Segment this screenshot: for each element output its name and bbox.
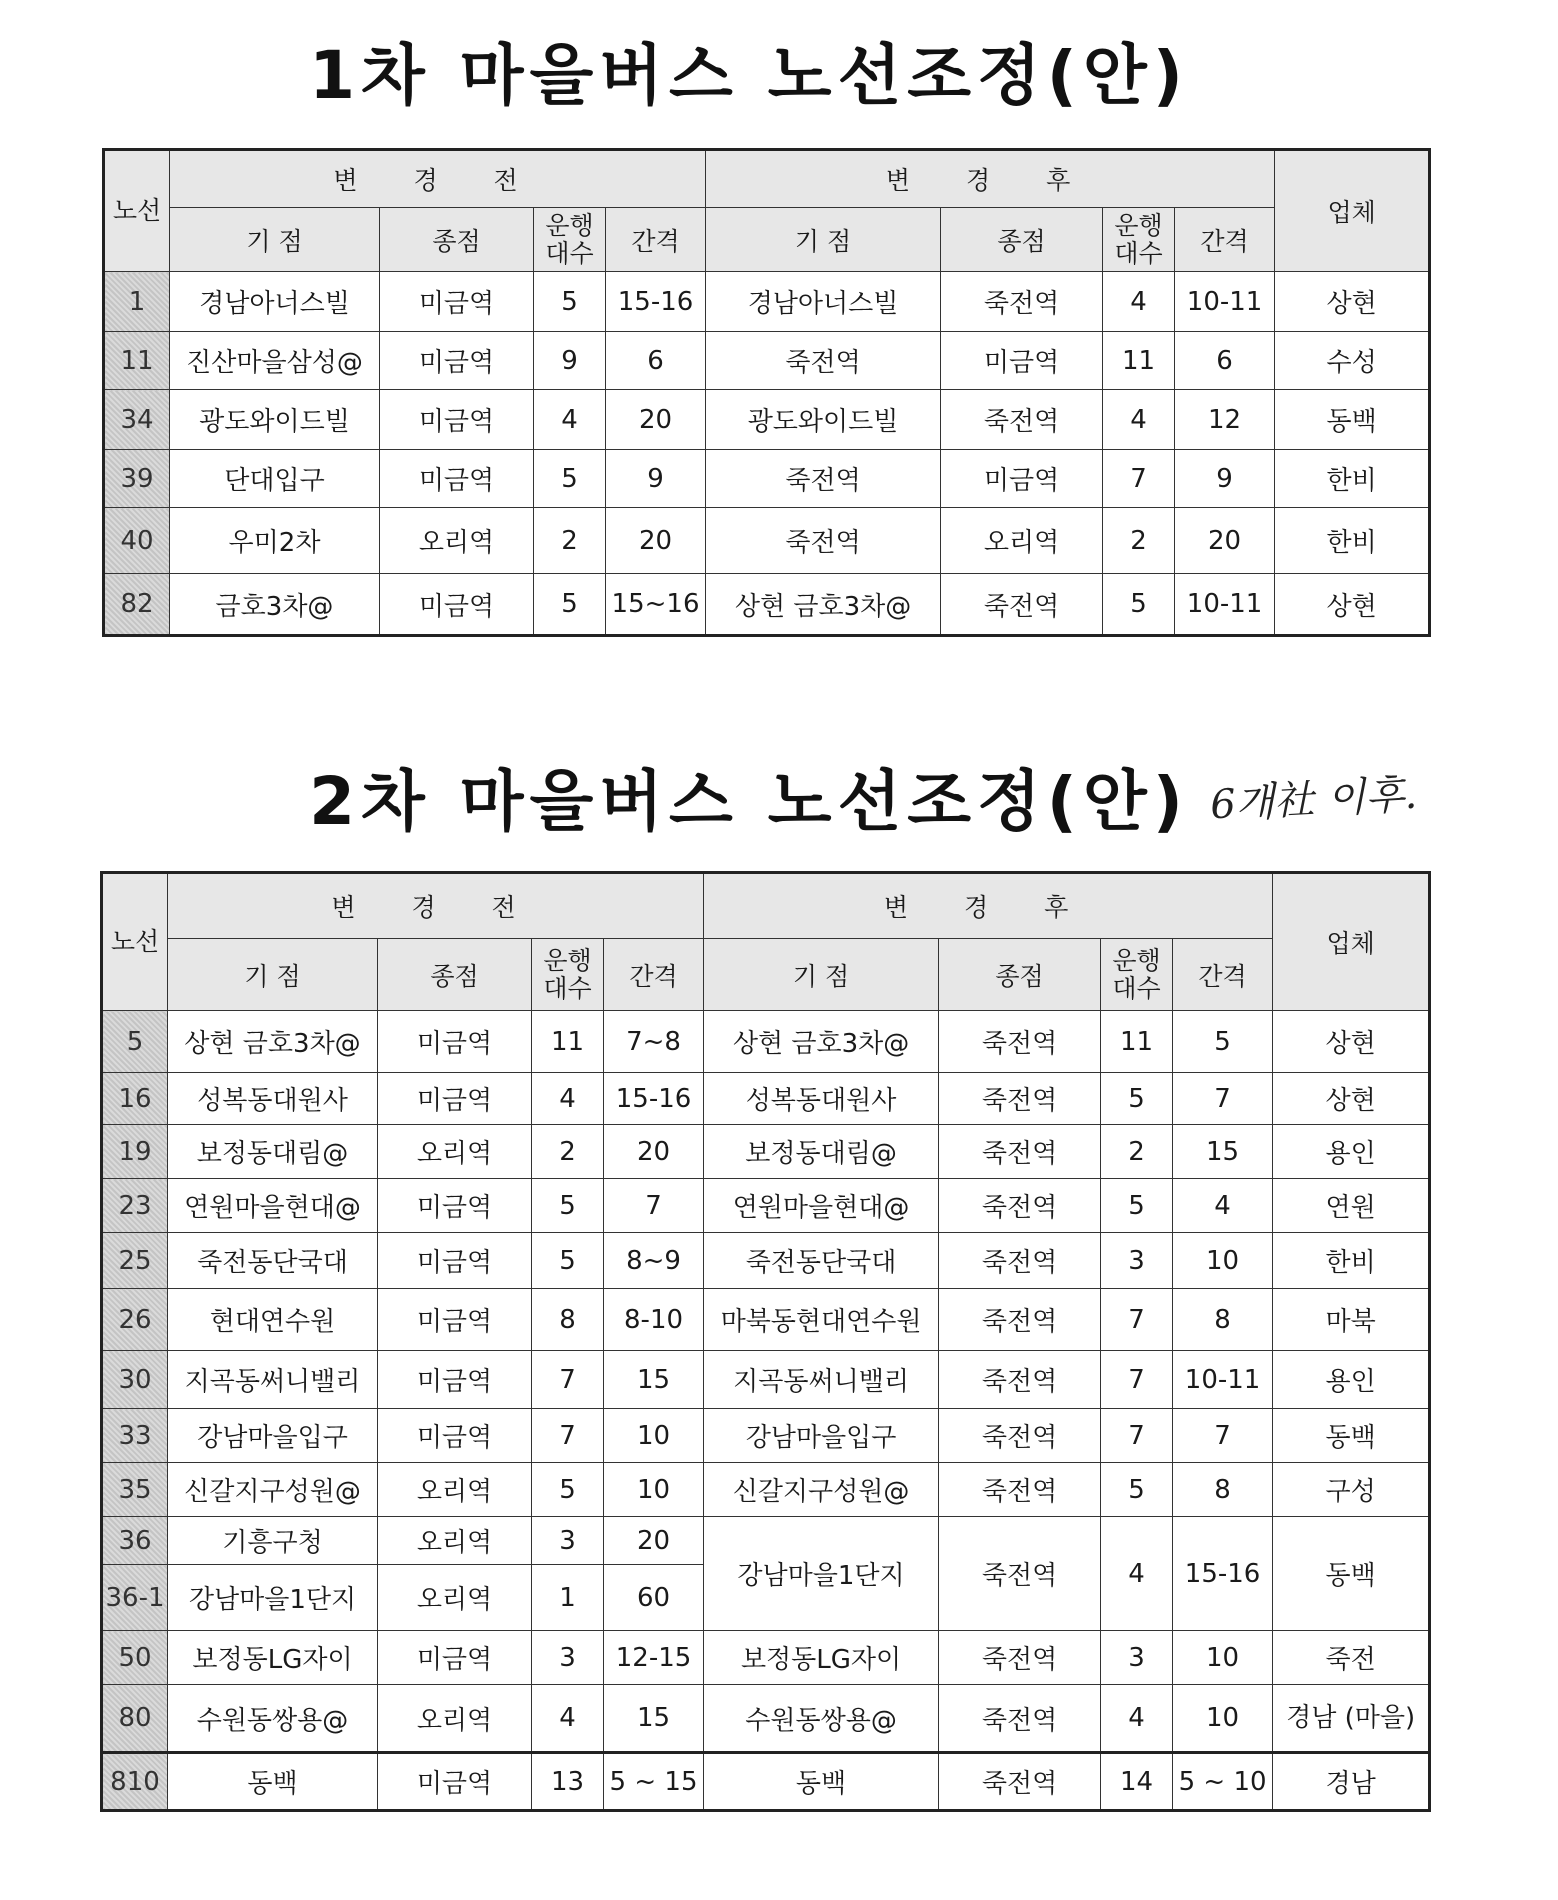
before-start-stop: 보정동LG자이: [168, 1631, 378, 1685]
after-end-stop: 죽전역: [939, 1753, 1101, 1811]
before-start-stop: 상현 금호3차@: [168, 1011, 378, 1073]
header-after-vehicles: 운행대수: [1103, 208, 1175, 272]
after-end-stop: 죽전역: [939, 1517, 1101, 1631]
after-end-stop: 죽전역: [939, 1233, 1101, 1289]
before-start-stop: 강남마을입구: [168, 1409, 378, 1463]
after-start-stop: 광도와이드빌: [706, 390, 941, 450]
before-end-stop: 미금역: [378, 1753, 532, 1811]
before-start-stop: 단대입구: [170, 450, 380, 508]
after-start-stop: 죽전역: [706, 332, 941, 390]
table-row: [104, 574, 1430, 636]
route-number: 80: [102, 1685, 168, 1753]
page-title-second-round: 2차 마을버스 노선조정(안): [309, 763, 1189, 840]
header-after-interval: 간격: [1175, 208, 1275, 272]
before-start-stop: 동백: [168, 1753, 378, 1811]
route-number: 35: [102, 1463, 168, 1517]
after-interval: 9: [1175, 450, 1275, 508]
after-vehicle-count: 7: [1103, 450, 1175, 508]
after-vehicle-count: 3: [1101, 1233, 1173, 1289]
table-row: [104, 390, 1430, 450]
after-interval: 15-16: [1173, 1517, 1273, 1631]
before-end-stop: 미금역: [378, 1073, 532, 1125]
header-before-vehicles: 운행대수: [534, 208, 606, 272]
before-start-stop: 연원마을현대@: [168, 1179, 378, 1233]
company: 한비: [1275, 450, 1430, 508]
header-after-start: 기 점: [704, 939, 939, 1011]
route-number: 1: [104, 272, 170, 332]
after-interval: 20: [1175, 508, 1275, 574]
before-end-stop: 오리역: [378, 1517, 532, 1565]
company: 동백: [1273, 1409, 1430, 1463]
after-vehicle-count: 11: [1103, 332, 1175, 390]
after-vehicle-count: 5: [1103, 574, 1175, 636]
after-interval: 5 ~ 10: [1173, 1753, 1273, 1811]
before-vehicle-count: 13: [532, 1753, 604, 1811]
before-end-stop: 미금역: [380, 450, 534, 508]
table-row: [104, 272, 1430, 332]
after-interval: 10-11: [1173, 1351, 1273, 1409]
header-route: 노선: [102, 873, 168, 1011]
after-end-stop: 죽전역: [941, 390, 1103, 450]
header-before: 변 경 전: [170, 150, 706, 208]
header-after-start: 기 점: [706, 208, 941, 272]
before-vehicle-count: 11: [532, 1011, 604, 1073]
after-start-stop: 성복동대원사: [704, 1073, 939, 1125]
route-number: 36: [102, 1517, 168, 1565]
after-end-stop: 죽전역: [939, 1409, 1101, 1463]
company: 용인: [1273, 1351, 1430, 1409]
after-vehicle-count: 4: [1103, 272, 1175, 332]
route-number: 36-1: [102, 1565, 168, 1631]
after-start-stop: 동백: [704, 1753, 939, 1811]
before-interval: 15-16: [606, 272, 706, 332]
before-end-stop: 미금역: [378, 1351, 532, 1409]
table-row: [104, 450, 1430, 508]
after-vehicle-count: 4: [1101, 1685, 1173, 1753]
route-number: 19: [102, 1125, 168, 1179]
company: 구성: [1273, 1463, 1430, 1517]
company: 용인: [1273, 1125, 1430, 1179]
before-vehicle-count: 2: [534, 508, 606, 574]
after-start-stop: 상현 금호3차@: [704, 1011, 939, 1073]
after-interval: 10-11: [1175, 272, 1275, 332]
before-vehicle-count: 5: [532, 1179, 604, 1233]
before-start-stop: 강남마을1단지: [168, 1565, 378, 1631]
table-row: [102, 1073, 1430, 1125]
after-start-stop: 강남마을입구: [704, 1409, 939, 1463]
table-row: [102, 1125, 1430, 1179]
route-number: 25: [102, 1233, 168, 1289]
route-number: 33: [102, 1409, 168, 1463]
after-end-stop: 미금역: [941, 332, 1103, 390]
after-start-stop: 신갈지구성원@: [704, 1463, 939, 1517]
route-number: 50: [102, 1631, 168, 1685]
route-number: 16: [102, 1073, 168, 1125]
route-number: 26: [102, 1289, 168, 1351]
company: 동백: [1273, 1517, 1430, 1631]
after-start-stop: 마북동현대연수원: [704, 1289, 939, 1351]
before-start-stop: 보정동대림@: [168, 1125, 378, 1179]
before-interval: 9: [606, 450, 706, 508]
company: 상현: [1273, 1073, 1430, 1125]
header-before-start: 기 점: [168, 939, 378, 1011]
after-interval: 6: [1175, 332, 1275, 390]
after-vehicle-count: 3: [1101, 1631, 1173, 1685]
after-vehicle-count: 14: [1101, 1753, 1173, 1811]
before-start-stop: 신갈지구성원@: [168, 1463, 378, 1517]
table-row: [102, 1289, 1430, 1351]
before-end-stop: 미금역: [380, 272, 534, 332]
after-start-stop: 보정동대림@: [704, 1125, 939, 1179]
before-start-stop: 지곡동써니밸리: [168, 1351, 378, 1409]
before-interval: 8-10: [604, 1289, 704, 1351]
before-interval: 8~9: [604, 1233, 704, 1289]
header-before-vehicles: 운행대수: [532, 939, 604, 1011]
header-before: 변 경 전: [168, 873, 704, 939]
header-after-end: 종점: [941, 208, 1103, 272]
after-vehicle-count: 2: [1103, 508, 1175, 574]
after-start-stop: 상현 금호3차@: [706, 574, 941, 636]
after-vehicle-count: 4: [1103, 390, 1175, 450]
before-vehicle-count: 8: [532, 1289, 604, 1351]
after-vehicle-count: 5: [1101, 1179, 1173, 1233]
table-row: [102, 1753, 1430, 1811]
before-end-stop: 미금역: [380, 390, 534, 450]
after-vehicle-count: 7: [1101, 1409, 1173, 1463]
before-end-stop: 미금역: [378, 1631, 532, 1685]
company: 경남: [1273, 1753, 1430, 1811]
route-table-second-round: [100, 871, 1431, 1812]
before-vehicle-count: 3: [532, 1517, 604, 1565]
header-after-end: 종점: [939, 939, 1101, 1011]
after-start-stop: 죽전역: [706, 508, 941, 574]
before-end-stop: 미금역: [380, 332, 534, 390]
before-vehicle-count: 5: [534, 450, 606, 508]
after-end-stop: 죽전역: [941, 272, 1103, 332]
after-vehicle-count: 2: [1101, 1125, 1173, 1179]
table-row: [102, 1409, 1430, 1463]
table-row: [104, 508, 1430, 574]
after-vehicle-count: 11: [1101, 1011, 1173, 1073]
header-after: 변 경 후: [704, 873, 1273, 939]
after-start-stop: 지곡동써니밸리: [704, 1351, 939, 1409]
route-number: 810: [102, 1753, 168, 1811]
after-end-stop: 죽전역: [939, 1179, 1101, 1233]
after-interval: 12: [1175, 390, 1275, 450]
after-start-stop: 죽전역: [706, 450, 941, 508]
after-vehicle-count: 7: [1101, 1351, 1173, 1409]
table-row: [102, 1685, 1430, 1753]
before-vehicle-count: 4: [532, 1073, 604, 1125]
before-vehicle-count: 7: [532, 1351, 604, 1409]
after-start-stop: 죽전동단국대: [704, 1233, 939, 1289]
after-end-stop: 오리역: [941, 508, 1103, 574]
handwritten-note: 6개社 이후.: [1209, 771, 1419, 829]
before-end-stop: 미금역: [378, 1409, 532, 1463]
after-end-stop: 죽전역: [939, 1685, 1101, 1753]
header-company: 업체: [1275, 150, 1430, 272]
table-row: [102, 1631, 1430, 1685]
before-start-stop: 금호3차@: [170, 574, 380, 636]
after-interval: 15: [1173, 1125, 1273, 1179]
after-end-stop: 미금역: [941, 450, 1103, 508]
header-after-vehicles: 운행대수: [1101, 939, 1173, 1011]
before-end-stop: 미금역: [380, 574, 534, 636]
header-route: 노선: [104, 150, 170, 272]
after-end-stop: 죽전역: [939, 1351, 1101, 1409]
company: 경남 (마을): [1273, 1685, 1430, 1753]
after-interval: 10: [1173, 1685, 1273, 1753]
before-vehicle-count: 5: [532, 1463, 604, 1517]
after-end-stop: 죽전역: [939, 1463, 1101, 1517]
before-end-stop: 오리역: [378, 1463, 532, 1517]
after-interval: 10: [1173, 1631, 1273, 1685]
before-vehicle-count: 5: [532, 1233, 604, 1289]
company: 한비: [1273, 1233, 1430, 1289]
route-number: 82: [104, 574, 170, 636]
company: 동백: [1275, 390, 1430, 450]
table-row: [102, 1179, 1430, 1233]
header-before-interval: 간격: [604, 939, 704, 1011]
header-company: 업체: [1273, 873, 1430, 1011]
company: 연원: [1273, 1179, 1430, 1233]
route-number: 30: [102, 1351, 168, 1409]
route-number: 40: [104, 508, 170, 574]
route-table-first-round: [102, 148, 1431, 637]
before-start-stop: 경남아너스빌: [170, 272, 380, 332]
before-vehicle-count: 2: [532, 1125, 604, 1179]
after-vehicle-count: 7: [1101, 1289, 1173, 1351]
before-interval: 6: [606, 332, 706, 390]
before-interval: 15-16: [604, 1073, 704, 1125]
after-end-stop: 죽전역: [939, 1631, 1101, 1685]
before-interval: 10: [604, 1463, 704, 1517]
before-end-stop: 오리역: [378, 1685, 532, 1753]
after-end-stop: 죽전역: [939, 1073, 1101, 1125]
company: 상현: [1275, 272, 1430, 332]
before-interval: 15: [604, 1351, 704, 1409]
table-row: [102, 1351, 1430, 1409]
header-before-end: 종점: [380, 208, 534, 272]
after-vehicle-count: 4: [1101, 1517, 1173, 1631]
before-start-stop: 죽전동단국대: [168, 1233, 378, 1289]
route-number: 11: [104, 332, 170, 390]
after-end-stop: 죽전역: [939, 1125, 1101, 1179]
after-start-stop: 수원동쌍용@: [704, 1685, 939, 1753]
company: 죽전: [1273, 1631, 1430, 1685]
after-interval: 7: [1173, 1073, 1273, 1125]
table-row: [102, 1517, 1430, 1565]
after-interval: 5: [1173, 1011, 1273, 1073]
after-start-stop: 강남마을1단지: [704, 1517, 939, 1631]
after-interval: 4: [1173, 1179, 1273, 1233]
before-interval: 15~16: [606, 574, 706, 636]
after-end-stop: 죽전역: [941, 574, 1103, 636]
after-vehicle-count: 5: [1101, 1463, 1173, 1517]
table-row: [102, 1463, 1430, 1517]
route-number: 23: [102, 1179, 168, 1233]
company: 마북: [1273, 1289, 1430, 1351]
route-number: 34: [104, 390, 170, 450]
after-end-stop: 죽전역: [939, 1011, 1101, 1073]
before-vehicle-count: 5: [534, 272, 606, 332]
before-interval: 20: [604, 1517, 704, 1565]
before-interval: 12-15: [604, 1631, 704, 1685]
before-interval: 7~8: [604, 1011, 704, 1073]
after-interval: 10: [1173, 1233, 1273, 1289]
before-end-stop: 오리역: [380, 508, 534, 574]
before-start-stop: 현대연수원: [168, 1289, 378, 1351]
after-interval: 10-11: [1175, 574, 1275, 636]
before-start-stop: 광도와이드빌: [170, 390, 380, 450]
after-start-stop: 경남아너스빌: [706, 272, 941, 332]
before-interval: 20: [606, 508, 706, 574]
company: 상현: [1273, 1011, 1430, 1073]
header-before-end: 종점: [378, 939, 532, 1011]
before-interval: 15: [604, 1685, 704, 1753]
before-interval: 10: [604, 1409, 704, 1463]
after-start-stop: 보정동LG자이: [704, 1631, 939, 1685]
page-title-first-round: 1차 마을버스 노선조정(안): [309, 37, 1189, 114]
before-interval: 7: [604, 1179, 704, 1233]
before-vehicle-count: 4: [532, 1685, 604, 1753]
after-start-stop: 연원마을현대@: [704, 1179, 939, 1233]
before-end-stop: 오리역: [378, 1565, 532, 1631]
before-interval: 60: [604, 1565, 704, 1631]
route-number: 5: [102, 1011, 168, 1073]
company: 수성: [1275, 332, 1430, 390]
before-vehicle-count: 4: [534, 390, 606, 450]
before-vehicle-count: 5: [534, 574, 606, 636]
table-row: [104, 332, 1430, 390]
table-row: [102, 1233, 1430, 1289]
before-end-stop: 미금역: [378, 1011, 532, 1073]
header-after-interval: 간격: [1173, 939, 1273, 1011]
before-end-stop: 미금역: [378, 1179, 532, 1233]
after-end-stop: 죽전역: [939, 1289, 1101, 1351]
after-interval: 7: [1173, 1409, 1273, 1463]
header-after: 변 경 후: [706, 150, 1275, 208]
after-vehicle-count: 5: [1101, 1073, 1173, 1125]
before-end-stop: 오리역: [378, 1125, 532, 1179]
before-interval: 5 ~ 15: [604, 1753, 704, 1811]
before-vehicle-count: 9: [534, 332, 606, 390]
before-start-stop: 수원동쌍용@: [168, 1685, 378, 1753]
table-row: [102, 1011, 1430, 1073]
company: 한비: [1275, 508, 1430, 574]
header-before-interval: 간격: [606, 208, 706, 272]
before-interval: 20: [606, 390, 706, 450]
before-vehicle-count: 7: [532, 1409, 604, 1463]
before-end-stop: 미금역: [378, 1289, 532, 1351]
before-start-stop: 진산마을삼성@: [170, 332, 380, 390]
before-vehicle-count: 1: [532, 1565, 604, 1631]
before-start-stop: 성복동대원사: [168, 1073, 378, 1125]
before-interval: 20: [604, 1125, 704, 1179]
after-interval: 8: [1173, 1289, 1273, 1351]
after-interval: 8: [1173, 1463, 1273, 1517]
before-end-stop: 미금역: [378, 1233, 532, 1289]
before-start-stop: 기흥구청: [168, 1517, 378, 1565]
before-vehicle-count: 3: [532, 1631, 604, 1685]
before-start-stop: 우미2차: [170, 508, 380, 574]
header-before-start: 기 점: [170, 208, 380, 272]
company: 상현: [1275, 574, 1430, 636]
route-number: 39: [104, 450, 170, 508]
